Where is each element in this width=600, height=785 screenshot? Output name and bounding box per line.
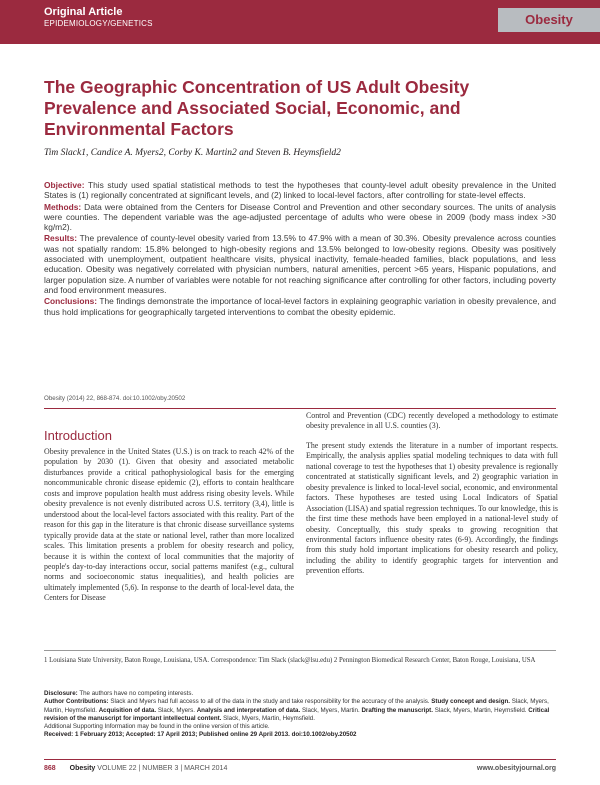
contrib-text: Slack and Myers had full access to all of the data in the study and take responsibility for the accuracy of the analysis. xyxy=(110,698,430,706)
intro-paragraph-1: Obesity prevalence in the United States (U.S.) is on track to reach 42% of the population by 2030 (1). Given that obesity and associated metabolic disturbances provide a critical pathophysiological basis for the emerging noncommunicable chronic disease epidemic (2), efforts to contain healthcare costs and improve population health must address rising obesity levels. While obesity prevalence is not evenly distributed across U.S. territory (3,4), little is understood about the local-level factors associated with this reality. Part of the reason for this gap in the literature is that chronic disease surveillance systems typically provide data at the state or national level, rather than more localized scales. This limitation presents a problem for obesity research and policy, because it is within the context of local communities that the majority of people's day-to-day interactions occur, social patterns manifest (e.g., cultural norms and socioeconomic status inequalities), and health policies are ultimately implemented (5,6). In response to the dearth of local-level data, the Centers for Disease xyxy=(44,447,294,603)
results-text: The prevalence of county-level obesity varied from 13.5% to 47.9% with a mean of 30.3%. Obesity prevalence across counties was not spatially random: 15.8% belonged to high-obesity regions and 13.5% belonged to low-obesity regions. Obesity was positively associated with unemployment, outpatient healthcare visits, physical inactivity, female-headed families, black populations, and less education. Obesity was negatively correlated with physician numbers, natural amenities, percent >65 years, Hispanic populations, and larger population size. A number of variables were notable for not reaching significance after controlling for other factors, including poverty and food environment measures. xyxy=(44,233,556,295)
contributions xyxy=(44,698,556,723)
body-column-left xyxy=(44,447,294,613)
disclosure-text: The authors have no competing interests. xyxy=(79,690,194,697)
journal-tab-label: Obesity xyxy=(525,12,573,27)
body-column-right xyxy=(306,411,558,586)
abstract-conclusions xyxy=(44,296,556,317)
results-label: Results: xyxy=(44,233,78,244)
intro-paragraph-3: The present study extends the literature in a number of important respects. Empirically, the analysis applies spatial modeling techniques to data with full national coverage to test the hypotheses that 1) obesity prevalence is regionally concentrated at statistically significant levels, and 2) geographic variation in obesity prevalence is linked to local-level social, economic, and environmental factors. These hypotheses are tested using Local Indicators of Spatial Association (LISA) and spatial regression techniques. To our knowledge, this is the first time these methods have been employed in a national-level study of obesity. Conceptually, this study speaks to growing recognition that environmental factors influence obesity rates (6-9). Accordingly, the findings from this study hold important implications for obesity research and policy, including the ability to identify geographic targets for intervention and prevention efforts. xyxy=(306,440,558,576)
citation: Obesity (2014) 22, 868-874. doi:10.1002/oby.20502 xyxy=(44,395,186,402)
abstract-objective xyxy=(44,180,556,201)
section-label: Original Article xyxy=(44,6,123,18)
subsection-label: EPIDEMIOLOGY/GENETICS xyxy=(44,19,153,28)
footer-issue: VOLUME 22 | NUMBER 3 | MARCH 2014 xyxy=(97,765,228,772)
disclosures xyxy=(44,690,556,740)
methods-text: Data were obtained from the Centers for Disease Control and Prevention and other secondary sources. The units of analysis were counties. The dependent variable was the age-adjusted percentage of adults who were obese in 2009 (body mass index >30 kg/m2). xyxy=(44,201,556,233)
footer-divider xyxy=(44,759,556,760)
footnote-divider xyxy=(44,650,556,651)
objective-text: This study used spatial statistical methods to test the hypotheses that county-level adult obesity prevalence in the United States is (1) regionally concentrated at significant levels, and (2) linked to local-level factors, after controlling for state-level effects. xyxy=(44,180,556,201)
page-number: 868 xyxy=(44,765,56,772)
analysis-label: Analysis and interpretation of data. xyxy=(196,706,301,714)
abstract-results xyxy=(44,233,556,295)
acq-label: Acquisition of data. xyxy=(98,706,157,714)
intro-paragraph-2: Control and Prevention (CDC) recently developed a methodology to estimate obesity prevalence in all U.S. counties (3). xyxy=(306,411,558,431)
methods-label: Methods: xyxy=(44,201,82,212)
article-title: The Geographic Concentration of US Adult Obesity Prevalence and Associated Social, Economic, and Environmental Factors xyxy=(44,77,470,139)
journal-tab xyxy=(498,8,600,32)
divider xyxy=(44,408,556,409)
affiliations: 1 Louisiana State University, Baton Rouge, Louisiana, USA. Correspondence: Tim Slack (slack@lsu.edu) 2 Pennington Biomedical Research Center, Baton Rouge, Louisiana, USA xyxy=(44,657,536,664)
study-label: Study concept and design. xyxy=(431,698,510,706)
conclusions-label: Conclusions: xyxy=(44,296,98,307)
critical-text: Slack, Myers, Martin, Heymsfield. xyxy=(223,714,315,722)
analysis-text: Slack, Myers, Martin. xyxy=(301,706,360,714)
page-footer xyxy=(44,765,556,772)
draft-text: Slack, Myers, Martin, Heymsfield. xyxy=(434,706,527,714)
introduction-heading: Introduction xyxy=(44,428,112,443)
article-type xyxy=(44,5,153,29)
received-dates xyxy=(44,731,556,739)
footer-journal: Obesity xyxy=(69,765,96,772)
acq-text: Slack, Myers. xyxy=(157,706,195,714)
supporting-info: Additional Supporting Information may be found in the online version of this article. xyxy=(44,723,270,731)
abstract xyxy=(44,180,556,318)
journal-url[interactable]: www.obesityjournal.org xyxy=(476,765,556,772)
disclosure-line xyxy=(44,690,556,698)
author-list: Tim Slack1, Candice A. Myers2, Corby K. Martin2 and Steven B. Heymsfield2 xyxy=(44,148,341,158)
received-text: Received: 1 February 2013; Accepted: 17 April 2013; Published online 29 April 2013. doi:10.1002/oby.20502 xyxy=(44,731,357,739)
contrib-label: Author Contributions: xyxy=(44,698,109,706)
study-text: Slack, Myers, Martin, Heymsfield. xyxy=(44,698,549,714)
abstract-methods xyxy=(44,202,556,233)
objective-label: Objective: xyxy=(44,180,85,190)
conclusions-text: The findings demonstrate the importance of local-level factors in explaining geographic variation in obesity prevalence, and thus hold implications for geographically targeted interventions to combat the obesity epidemic. xyxy=(44,296,556,317)
draft-label: Drafting the manuscript. xyxy=(361,706,433,714)
disclosure-label: Disclosure: xyxy=(44,690,78,697)
critical-label: Critical revision of the manuscript for important intellectual content. xyxy=(44,706,550,722)
